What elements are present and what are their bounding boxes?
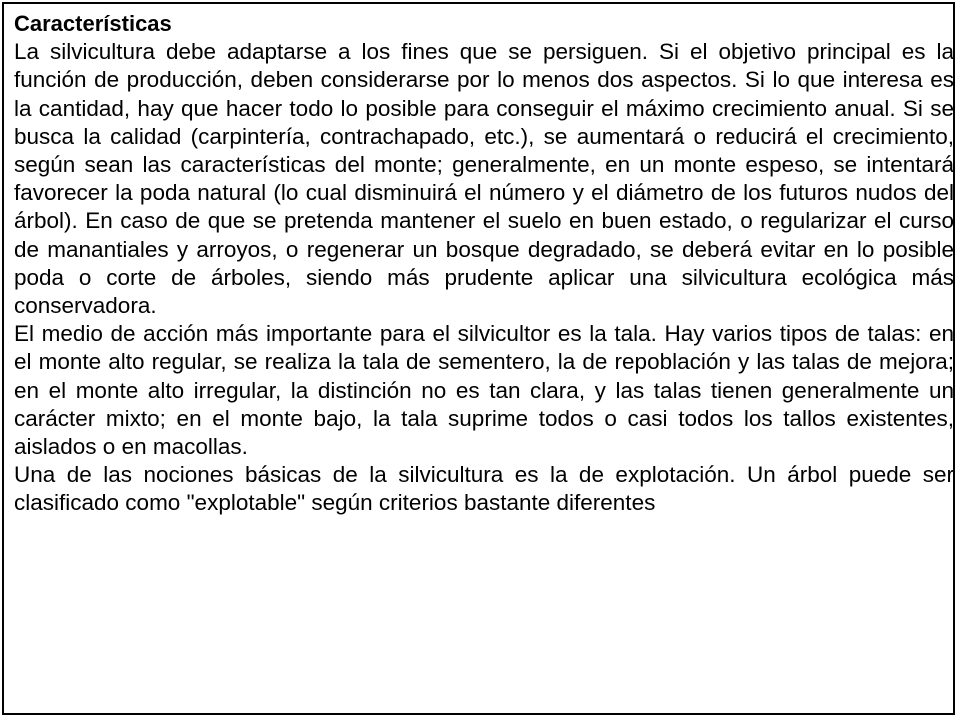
paragraph-objectives: La silvicultura debe adaptarse a los fines que se persiguen. Si el objetivo principal es la función de producción, deben considerarse por lo menos dos aspectos. Si lo que interesa es la cantidad, hay que hacer todo lo posible para conseguir el máximo crecimiento anual. Si se busca la calidad (carpintería, contrachapado, etc.), se aumentará o reducirá el crecimiento, según sean las características del monte; generalmente, en un monte espeso, se intentará favorecer la poda natural (lo cual disminuirá el número y el diámetro de los futuros nudos del árbol). En caso de que se pretenda mantener el suelo en buen estado, o regularizar el curso de manantiales y arroyos, o regenerar un bosque degradado, se deberá evitar en lo posible poda o corte de árboles, siendo más prudente aplicar una silvicultura ecológica más conservadora. bbox=[14, 39, 954, 319]
paragraph-exploitation: Una de las nociones básicas de la silvicultura es la de explotación. Un árbol puede ser clasificado como "explotable" según criterios bastante diferentes bbox=[14, 462, 954, 516]
text-content bbox=[14, 10, 954, 518]
slide-frame bbox=[2, 2, 955, 715]
paragraph-felling: El medio de acción más importante para el silvicultor es la tala. Hay varios tipos de talas: en el monte alto regular, se realiza la tala de sementero, la de repoblación y las talas de mejora; en el monte alto irregular, la distinción no es tan clara, y las talas tienen generalmente un carácter mixto; en el monte bajo, la tala suprime todos o casi todos los tallos existentes, aislados o en macollas. bbox=[14, 321, 954, 460]
section-heading: Características bbox=[14, 11, 172, 36]
